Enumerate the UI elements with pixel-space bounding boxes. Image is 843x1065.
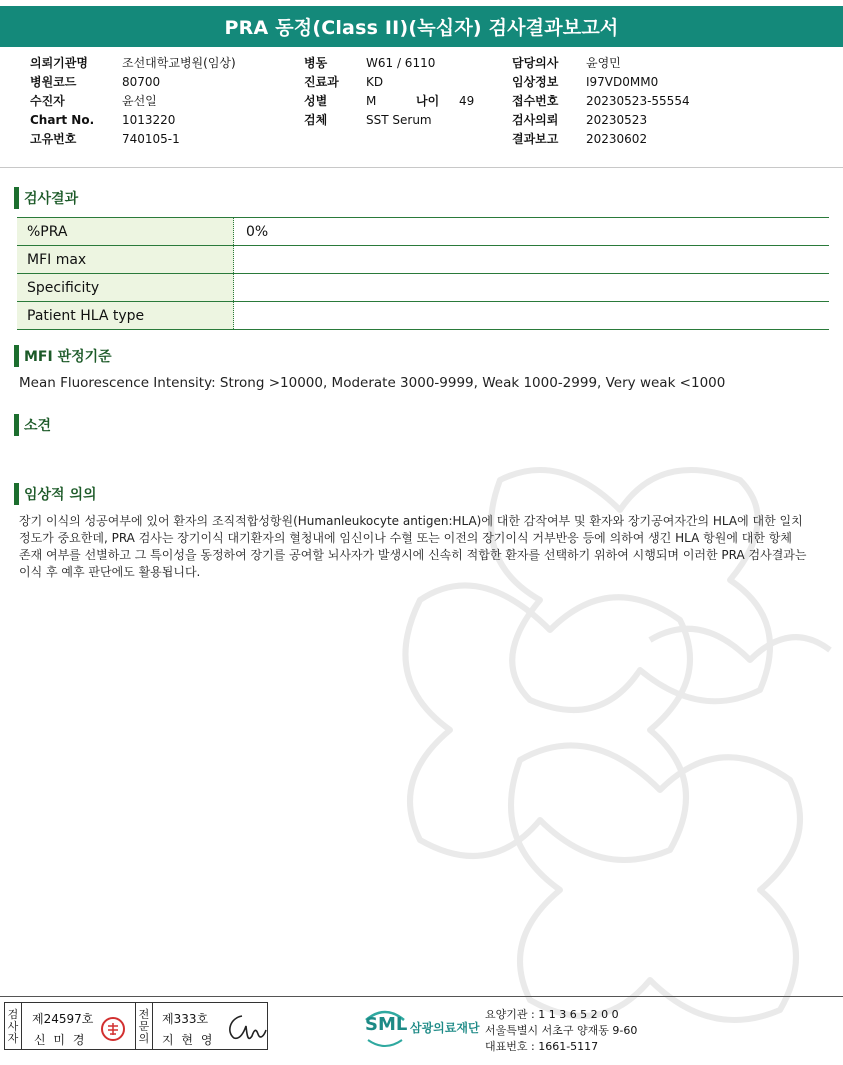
info-label: 의뢰기관명	[30, 56, 88, 70]
specialist-label: 전 문 의	[135, 1002, 153, 1050]
report-title: PRA 동정(Class II)(녹십자) 검사결과보고서	[224, 17, 619, 39]
section-result-heading	[14, 187, 78, 209]
footer-divider	[0, 996, 843, 997]
info-value: 740105-1	[122, 132, 180, 146]
table-row	[17, 218, 829, 246]
result-value	[234, 246, 830, 274]
result-value	[234, 274, 830, 302]
clinical-line: 정도가 중요한데, PRA 검사는 장기이식 대기환자의 혈청내에 임신이나 수혈 또는 이전의 장기이식 거부반응 등에 의하여 생긴 HLA 항원에 대한 항체	[19, 531, 792, 545]
age-label: 나이	[416, 94, 440, 108]
info-mid	[304, 54, 474, 130]
table-row	[17, 246, 829, 274]
section-title: MFI 판정기준	[24, 349, 112, 365]
section-clinical-heading	[14, 483, 97, 505]
info-value: I97VD0MM0	[586, 75, 659, 89]
info-value: 윤선일	[122, 94, 157, 108]
age-value: 49	[459, 94, 475, 108]
tester-name: 신 미 경	[34, 1033, 87, 1047]
result-label: MFI max	[17, 246, 234, 274]
info-value: 80700	[122, 75, 161, 89]
result-value: 0%	[234, 218, 830, 246]
tester-license-no: 제24597호	[32, 1012, 94, 1026]
sml-logo-name: 삼광의료재단	[410, 1021, 480, 1035]
section-title: 임상적 의의	[24, 487, 97, 503]
info-value: 1013220	[122, 113, 176, 127]
info-right	[512, 54, 690, 149]
result-value	[234, 302, 830, 330]
mfi-criteria-text: Mean Fluorescence Intensity: Strong >10000, Moderate 3000-9999, Weak 1000-2999, Very weak <1000	[19, 375, 726, 391]
tester-label: 검 사 자	[4, 1002, 22, 1050]
header-divider	[0, 167, 843, 168]
report-footer	[0, 996, 843, 1056]
result-label: Patient HLA type	[17, 302, 234, 330]
info-label: 병원코드	[30, 75, 77, 89]
specialist-license-no: 제333호	[162, 1012, 209, 1026]
section-bar	[14, 414, 19, 436]
section-opinion-heading	[14, 414, 51, 436]
clinical-line: 장기 이식의 성공여부에 있어 환자의 조직적합성항원(Humanleukocyte antigen:HLA)에 대한 감작여부 및 환자와 장기공여자간의 HLA에 대한 일치	[19, 514, 803, 528]
section-title: 검사결과	[24, 191, 79, 207]
info-label: 병동	[304, 56, 328, 70]
org-address: 서울특별시 서초구 양재동 9-60	[485, 1024, 638, 1037]
section-title: 소견	[24, 418, 52, 434]
info-label: 검체	[304, 113, 328, 127]
section-mfi-heading	[14, 345, 112, 367]
info-label: 검사의뢰	[512, 113, 559, 127]
info-value: W61 / 6110	[366, 56, 436, 70]
info-label: 성별	[304, 94, 328, 108]
result-table	[17, 217, 829, 330]
section-bar	[14, 483, 19, 505]
info-value: 20230602	[586, 132, 648, 146]
specialist-name: 지 현 영	[162, 1033, 215, 1047]
signature-box-border	[4, 1002, 268, 1050]
info-value: SST Serum	[366, 113, 432, 127]
info-label: 수진자	[30, 94, 65, 108]
info-label: 고유번호	[30, 132, 77, 146]
info-label: 결과보고	[512, 132, 559, 146]
org-phone: 대표번호 : 1661-5117	[485, 1040, 599, 1053]
clinical-line: 존재 여부를 선별하고 그 특이성을 동정하여 장기를 공여할 뇌사자가 발생시에 신속히 적합한 환자를 선택하기 위하여 시행되며 이러한 PRA 검사결과는	[19, 548, 807, 562]
table-row	[17, 274, 829, 302]
info-value: 윤영민	[586, 56, 621, 70]
result-label: Specificity	[17, 274, 234, 302]
info-value: KD	[366, 75, 384, 89]
section-bar	[14, 345, 19, 367]
sml-logo-letters: SML	[365, 1014, 408, 1035]
info-value: 20230523	[586, 113, 648, 127]
info-label: 접수번호	[512, 94, 559, 108]
clinical-text	[19, 513, 806, 581]
info-label: 임상정보	[512, 75, 559, 89]
info-label: 진료과	[304, 75, 339, 89]
info-left	[30, 54, 236, 149]
report-title-bar	[0, 6, 843, 47]
info-label: Chart No.	[30, 113, 95, 127]
info-value: M	[366, 94, 377, 108]
section-bar	[14, 187, 19, 209]
clinical-line: 이식 후 예후 판단에도 활용됩니다.	[19, 565, 201, 579]
table-row	[17, 302, 829, 330]
info-value: 20230523-55554	[586, 94, 690, 108]
info-label: 담당의사	[512, 56, 559, 70]
result-label: %PRA	[17, 218, 234, 246]
info-value: 조선대학교병원(임상)	[122, 56, 236, 70]
org-code: 요양기관 : 1 1 3 6 5 2 0 0	[485, 1008, 619, 1021]
